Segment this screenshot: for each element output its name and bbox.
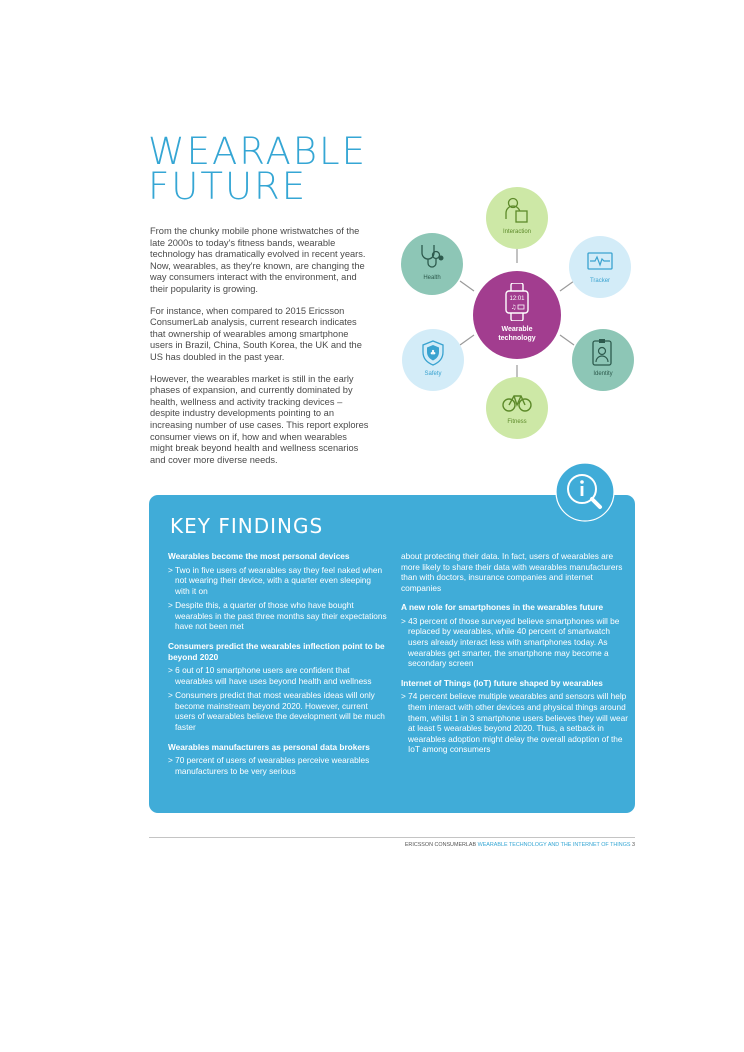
wearable-technology-hub [473, 271, 561, 359]
stethoscope-icon [417, 243, 445, 271]
node-label-interaction: Interaction [502, 229, 532, 235]
finding-heading: A new role for smartphones in the wearables future [401, 602, 604, 613]
key-findings-panel [149, 495, 635, 813]
finding-continuation: about protecting their data. In fact, users of wearables are more likely to share their data with wearables manufacturers than with doctors, insurance companies and internet companies [401, 551, 623, 593]
title-line-2: FUTURE [148, 165, 308, 208]
node-label-fitness: Fitness [507, 419, 527, 425]
bicycle-icon [502, 391, 532, 413]
node-label-tracker: Tracker [589, 278, 611, 284]
finding-bullet: > 43 percent of those surveyed believe smartphones will be replaced by wearables, while 40 percent of smartwatch users already interact less with smartphones today. As wearables get smarter, the smartphone may become a secondary screen [401, 615, 620, 669]
smartwatch-icon [505, 283, 529, 321]
node-label-safety: Safety [424, 371, 442, 377]
hub-label: Wearable technology [498, 326, 536, 342]
node-health [401, 233, 463, 295]
id-badge-icon [590, 339, 614, 367]
finding-list [168, 755, 388, 776]
title-line-1: WEARABLE [148, 130, 368, 173]
finding-bullet: > Two in five users of wearables say they feel naked when not wearing their device, with a quarter even sleeping with it on [168, 564, 383, 596]
wearable-use-case-diagram [390, 183, 650, 443]
finding-bullet: > Consumers predict that most wearables ideas will only become mainstream beyond 2020. However, current users of wearables believe the development will be much faster [168, 690, 385, 733]
node-label-identity: Identity [593, 371, 613, 377]
node-label-health: Health [423, 275, 441, 281]
finding-heading: Wearables manufacturers as personal data brokers [168, 741, 370, 752]
finding-heading: Wearables become the most personal devices [168, 551, 350, 561]
intro-paragraph: For instance, when compared to 2015 Ericsson ConsumerLab analysis, current research indicates that ownership of wearables among smartphone users in Brazil, China, South Korea, the UK and the US has doubled in the past year. [150, 305, 362, 362]
finding-heading: Consumers predict the wearables inflection point to be beyond 2020 [168, 641, 385, 662]
finding-bullet: > 74 percent believe multiple wearables and sensors will help them interact with other devices and physical things around them, whilst 1 in 3 smartphone users believes they will wear at least 5 wearables beyond 2020. Thus, a setback in wearables adoption might delay the overall adoption of the IoT among consumers [401, 691, 628, 755]
svg-text:♫: ♫ [511, 304, 517, 311]
node-fitness [486, 377, 548, 439]
footer-divider [149, 837, 635, 838]
node-identity [572, 329, 634, 391]
key-findings-title: KEY FINDINGS [170, 514, 324, 538]
finding-bullet: > Despite this, a quarter of those who have bought wearables in the past three months say their expectations have not been met [168, 600, 387, 632]
finding-list [401, 616, 629, 669]
finding-heading: Internet of Things (IoT) future shaped by wearables [401, 677, 603, 688]
svg-text:♣: ♣ [429, 349, 437, 357]
interaction-icon [504, 197, 530, 225]
intro-paragraph: From the chunky mobile phone wristwatches of the late 2000s to today's fitness bands, wearable technology has dramatically evolved in recent years. Now, wearables, as they're known, are changing the way consumers interact with the environment, and their popularity is growing. [150, 226, 366, 294]
finding-list [168, 565, 388, 633]
node-tracker [569, 236, 631, 298]
finding-bullet: > 6 out of 10 smartphone users are confident that wearables will have uses beyond health and wellness [168, 665, 372, 686]
intro-paragraph: However, the wearables market is still in the early phases of expansion, and currently dominated by health, wellness and activity tracking devices – despite industry developments pointing to an increasing number of use cases. This report explores consumer views on if, how and when wearables might break beyond health and wellness scenarios and cover more diverse needs. [150, 373, 369, 465]
footer-report-title: WEARABLE TECHNOLOGY AND THE INTERNET OF THINGS [477, 842, 631, 848]
key-findings-left-column [168, 551, 388, 785]
node-safety [402, 329, 464, 391]
finding-bullet: > 70 percent of users of wearables perceive wearables manufacturers to be very serious [168, 755, 370, 776]
footer-brand: ERICSSON CONSUMERLAB [404, 842, 477, 848]
finding-list [168, 665, 388, 733]
page-number: 3 [632, 842, 635, 848]
finding-list [401, 691, 629, 755]
shield-icon [420, 339, 446, 367]
watch-time: 12:01 [509, 296, 525, 302]
key-findings-right-column [401, 551, 629, 764]
page-title [148, 130, 368, 208]
page-footer [149, 842, 635, 848]
intro-text [150, 226, 370, 476]
magnifier-info-icon [555, 462, 615, 522]
heartbeat-monitor-icon [587, 250, 613, 272]
node-interaction [486, 187, 548, 249]
